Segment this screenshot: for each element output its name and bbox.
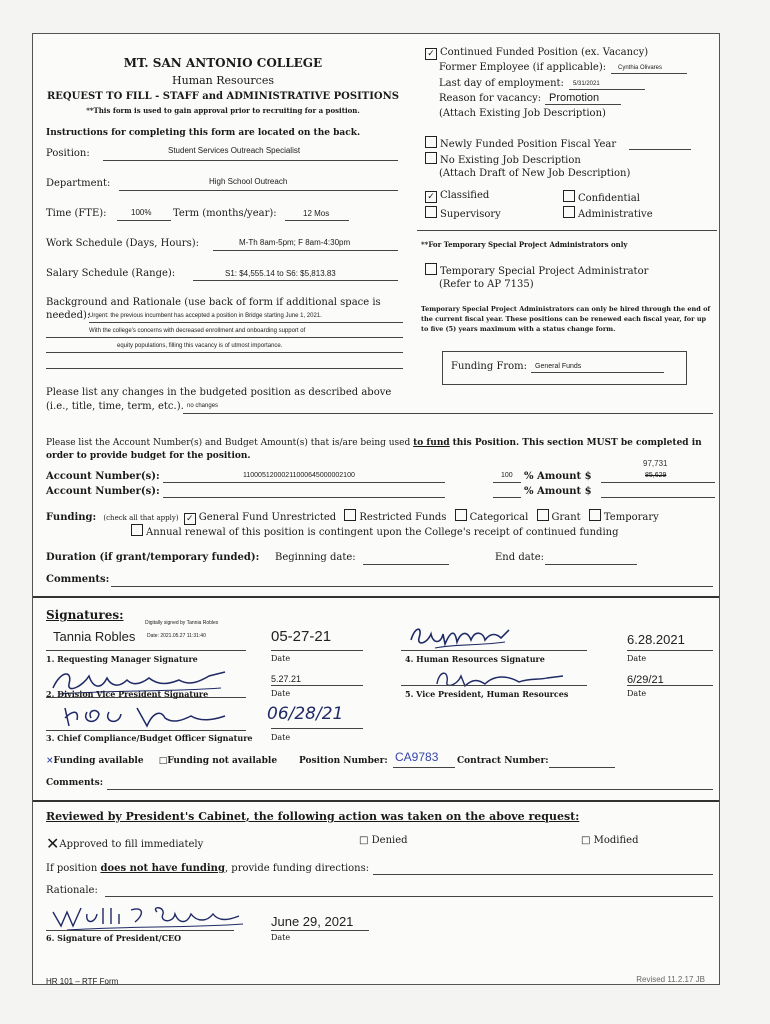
duration-comments-label: Comments: — [46, 574, 110, 585]
administrative-row — [563, 206, 653, 220]
amount-line-2 — [601, 497, 715, 498]
term-line — [285, 220, 349, 221]
bg-line-2 — [46, 337, 403, 338]
s2-date-line — [271, 685, 363, 686]
approved-x-icon[interactable]: ✕ — [46, 834, 60, 853]
classified-label: Classified — [440, 190, 490, 201]
denied-row — [359, 835, 408, 846]
annual-label: Annual renewal of this position is contingent upon the College's receipt of continued funding — [146, 527, 619, 538]
department-line — [119, 190, 398, 191]
supervisory-checkbox[interactable] — [425, 206, 437, 218]
no-funding-pre: If position — [46, 863, 98, 874]
salary-value[interactable]: S1: $4,555.14 to S6: $5,813.83 — [225, 269, 336, 278]
s4-date-label: Date — [627, 654, 647, 663]
cbo-signature-icon — [57, 702, 247, 730]
continued-funded-row — [425, 47, 648, 60]
s3-label: 3. Chief Compliance/Budget Officer Signature — [46, 733, 253, 743]
attach-existing: (Attach Existing Job Description) — [439, 108, 606, 119]
budget-comments-label: Comments: — [46, 778, 104, 788]
s1-digital-date: Date: 2021.05.27 11:31:40 — [147, 633, 206, 639]
reason-label: Reason for vacancy: — [439, 93, 542, 104]
footer-right: Revised 11.2.17 JB — [636, 975, 705, 984]
funding-label: Funding: — [46, 512, 97, 523]
funding-available-label: Funding available — [53, 756, 144, 766]
administrative-checkbox[interactable] — [563, 206, 575, 218]
duration-comments-line — [111, 586, 713, 587]
s2-date-label: Date — [271, 689, 291, 698]
no-funding-row — [46, 863, 369, 874]
account-value[interactable]: 11000512000211000645000002100 — [243, 472, 355, 479]
contract-number-label: Contract Number: — [457, 756, 549, 766]
funding-hint: (check all that apply) — [103, 514, 179, 522]
administrative-label: Administrative — [578, 209, 653, 220]
funding-not-available-checkbox[interactable]: □ — [158, 756, 168, 766]
form-title: REQUEST TO FILL - STAFF and ADMINISTRATIVE POSITIONS — [47, 91, 399, 102]
background-label: Background and Rationale (use back of form if additional space is needed): — [46, 297, 381, 321]
rationale-label: Rationale: — [46, 885, 98, 896]
duration-label: Duration (if grant/temporary funded): — [46, 552, 260, 563]
newly-funded-row — [425, 136, 616, 150]
funding-available-x-icon[interactable]: × — [46, 756, 54, 766]
percent-value[interactable]: 100 — [501, 472, 513, 479]
changes-line — [183, 413, 713, 414]
general-fund-label: General Fund Unrestricted — [198, 512, 337, 523]
time-value[interactable]: 100% — [131, 208, 152, 217]
no-existing-label: No Existing Job Description — [440, 155, 581, 166]
temporary-checkbox[interactable] — [589, 509, 601, 521]
salary-line — [193, 280, 398, 281]
funding-from-label: Funding From: — [451, 361, 528, 372]
form-page — [32, 33, 720, 985]
president-date-label: Date — [271, 933, 291, 942]
temp-desc: Temporary Special Project Administrators can only be hired through the end of the current fiscal year. These positions can be renewed each fiscal year, for up to five (5) years maximum with a status change form. — [421, 305, 711, 333]
annual-checkbox[interactable] — [131, 524, 143, 536]
salary-label: Salary Schedule (Range): — [46, 268, 176, 279]
former-employee-line — [611, 73, 687, 74]
funding-from-value[interactable]: General Funds — [535, 363, 582, 370]
s3-line — [46, 730, 246, 731]
denied-label: Denied — [371, 835, 408, 846]
schedule-label: Work Schedule (Days, Hours): — [46, 238, 199, 249]
beginning-label: Beginning date: — [275, 552, 356, 563]
account-line — [163, 482, 445, 483]
funding-not-available-label: Funding not available — [167, 756, 278, 766]
contract-number-line — [549, 767, 615, 768]
last-day-value[interactable]: 5/31/2021 — [573, 81, 600, 87]
reason-value[interactable]: Promotion — [549, 92, 600, 104]
end-line — [545, 564, 637, 565]
s3-date[interactable]: 06/28/21 — [267, 704, 344, 724]
digital-note: Digitally signed by Tannia Robles — [145, 620, 219, 626]
funding-from-line — [531, 372, 664, 373]
section-divider-2 — [33, 800, 719, 802]
restricted-checkbox[interactable] — [344, 509, 356, 521]
dept-name: Human Resources — [172, 74, 274, 87]
changes-value[interactable]: no changes — [187, 403, 219, 409]
account-intro-text2: this Position. This section MUST be completed in order to provide budget for the position. — [46, 438, 702, 461]
bg-line-4 — [46, 368, 403, 369]
last-day-label: Last day of employment: — [439, 78, 564, 89]
position-number-value[interactable]: CA9783 — [395, 750, 439, 764]
continued-funded-label: Continued Funded Position (ex. Vacancy) — [440, 47, 649, 58]
s4-date[interactable]: 6.28.2021 — [627, 632, 685, 647]
signatures-heading: Signatures: — [46, 608, 124, 622]
s1-date-line — [271, 650, 363, 651]
fiscal-year-line — [629, 149, 691, 150]
modified-row — [581, 835, 639, 846]
s5-line — [401, 685, 587, 686]
s5-date-label: Date — [627, 689, 647, 698]
percent-amount-label: % Amount $ — [524, 471, 592, 482]
temp-note: **For Temporary Special Project Administrators only — [421, 240, 628, 249]
percent-line-2 — [493, 497, 521, 498]
restricted-label: Restricted Funds — [359, 512, 447, 523]
budget-comments-line — [107, 789, 713, 790]
background-line2[interactable]: With the college's concerns with decreased enrollment and onboarding support of — [89, 328, 306, 334]
categorical-checkbox[interactable] — [455, 509, 467, 521]
s3-date-line — [271, 728, 363, 729]
end-label: End date: — [495, 552, 544, 563]
categorical-label: Categorical — [469, 512, 529, 523]
beginning-line — [363, 564, 449, 565]
position-number-label: Position Number: — [299, 756, 388, 766]
temporary-label: Temporary — [603, 512, 659, 523]
cabinet-heading: Reviewed by President's Cabinet, the following action was taken on the above request: — [46, 810, 580, 823]
schedule-value[interactable]: M-Th 8am-5pm; F 8am-4:30pm — [239, 238, 351, 247]
funding-availability-row — [46, 756, 277, 766]
college-name: MT. SAN ANTONIO COLLEGE — [123, 56, 323, 70]
grant-label: Grant — [551, 512, 581, 523]
temp-admin-row — [425, 263, 648, 277]
classified-checkbox[interactable]: ✓ — [425, 191, 437, 203]
confidential-row — [563, 190, 640, 204]
position-line — [103, 160, 398, 161]
bg-line-3 — [46, 352, 403, 353]
section-divider-1 — [33, 596, 719, 598]
temp-admin-label: Temporary Special Project Administrator — [440, 266, 649, 277]
background-line1[interactable]: Urgent: the previous incumbent has accepted a position in Bridge starting June 1, 2021. — [89, 313, 322, 319]
s2-date[interactable]: 5.27.21 — [271, 674, 302, 684]
temp-refer: (Refer to AP 7135) — [439, 279, 534, 290]
s5-date[interactable]: 6/29/21 — [627, 674, 664, 686]
time-line — [117, 220, 171, 221]
amount-line — [601, 482, 715, 483]
grant-checkbox[interactable] — [537, 509, 549, 521]
schedule-line — [213, 250, 398, 251]
instructions: Instructions for completing this form are located on the back. — [46, 128, 361, 138]
department-value[interactable]: High School Outreach — [209, 177, 288, 186]
approved-label: Approved to fill immediately — [59, 839, 204, 850]
president-line — [46, 930, 234, 931]
account-intro-text: Please list the Account Number(s) and Budget Amount(s) that is/are being used — [46, 438, 411, 448]
s2-label: 2. Division Vice President Signature — [46, 689, 209, 699]
no-funding-post: , provide funding directions: — [224, 863, 370, 874]
president-date-line — [271, 930, 369, 931]
term-value[interactable]: 12 Mos — [303, 209, 330, 218]
percent-amount-label-2: % Amount $ — [524, 486, 592, 497]
newly-funded-label: Newly Funded Position Fiscal Year — [440, 139, 617, 150]
reason-line — [545, 104, 621, 105]
denied-checkbox[interactable]: □ — [359, 835, 372, 846]
president-date[interactable]: June 29, 2021 — [271, 914, 354, 929]
s3-date-label: Date — [271, 733, 291, 742]
funding-row — [46, 509, 659, 525]
position-number-line — [393, 767, 455, 768]
no-funding-underlined: does not have funding — [100, 863, 225, 874]
no-existing-row — [425, 152, 581, 166]
temp-admin-checkbox[interactable] — [425, 263, 437, 275]
s1-line — [46, 650, 246, 651]
supervisory-label: Supervisory — [440, 209, 501, 220]
position-label: Position: — [46, 148, 90, 159]
approved-row — [46, 834, 203, 853]
account-label: Account Number(s): — [46, 471, 160, 482]
account-intro-underlined: to fund — [413, 438, 450, 448]
modified-checkbox[interactable]: □ — [581, 835, 594, 846]
term-label: Term (months/year): — [173, 208, 277, 219]
annual-row — [131, 524, 619, 538]
time-label: Time (FTE): — [46, 208, 107, 219]
department-label: Department: — [46, 178, 111, 189]
s4-label: 4. Human Resources Signature — [405, 654, 545, 664]
confidential-checkbox[interactable] — [563, 190, 575, 202]
footer-left: HR 101 – RTF Form — [46, 977, 119, 986]
amount-value[interactable]: 97,731 — [643, 459, 668, 468]
last-day-line — [569, 89, 645, 90]
modified-label: Modified — [593, 835, 639, 846]
confidential-label: Confidential — [578, 193, 640, 204]
attach-draft: (Attach Draft of New Job Description) — [439, 168, 631, 179]
continued-funded-checkbox[interactable]: ✓ — [425, 48, 437, 60]
president-label: 6. Signature of President/CEO — [46, 933, 182, 943]
no-existing-checkbox[interactable] — [425, 152, 437, 164]
right-divider-1 — [417, 230, 717, 231]
classified-row — [425, 190, 489, 203]
former-employee-label: Former Employee (if applicable): — [439, 62, 607, 73]
amount-struck: 85,629 — [645, 472, 667, 479]
s5-label: 5. Vice President, Human Resources — [405, 689, 569, 699]
s4-line — [401, 650, 587, 651]
supervisory-row — [425, 206, 501, 220]
form-note: **This form is used to gain approval prior to recruiting for a position. — [86, 106, 360, 115]
s1-label: 1. Requesting Manager Signature — [46, 654, 198, 664]
account-label-2: Account Number(s): — [46, 486, 160, 497]
s1-date-label: Date — [271, 654, 291, 663]
no-funding-line — [373, 874, 713, 875]
percent-line — [493, 482, 521, 483]
general-fund-checkbox[interactable]: ✓ — [184, 513, 196, 525]
s4-date-line — [627, 650, 713, 651]
account-intro — [46, 437, 716, 463]
s1-name[interactable]: Tannia Robles — [53, 629, 136, 644]
position-value[interactable]: Student Services Outreach Specialist — [168, 146, 301, 155]
former-employee-value[interactable]: Cynthia Olivares — [618, 65, 663, 71]
s1-date[interactable]: 05-27-21 — [271, 628, 332, 645]
changes-label: Please list any changes in the budgeted position as described above (i.e., title, time, term, etc.). — [46, 387, 392, 412]
s5-date-line — [627, 685, 713, 686]
background-line3[interactable]: equity populations, filling this vacancy is of utmost importance. — [117, 343, 283, 349]
account-line-2 — [163, 497, 445, 498]
bg-line-1 — [89, 322, 403, 323]
newly-funded-checkbox[interactable] — [425, 136, 437, 148]
rationale-line — [105, 896, 713, 897]
